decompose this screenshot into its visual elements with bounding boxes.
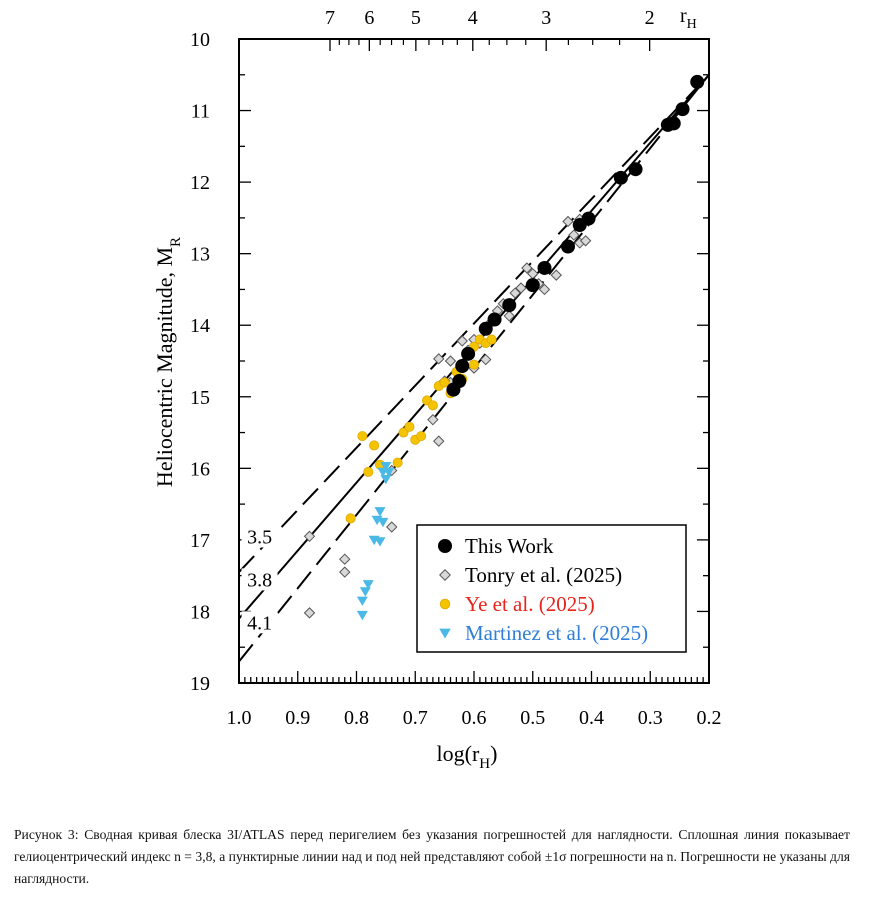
data-point — [357, 611, 368, 620]
data-point — [364, 467, 373, 476]
legend-marker — [438, 539, 452, 553]
data-point — [676, 102, 690, 116]
data-point — [370, 441, 379, 450]
x-tick-label: 0.6 — [461, 707, 487, 729]
legend-label: Tonry et al. (2025) — [465, 563, 623, 587]
y-tick-label: 10 — [190, 29, 210, 51]
y-tick-label: 12 — [190, 172, 210, 195]
data-point — [387, 522, 397, 532]
data-point — [661, 118, 675, 132]
top-tick-label: 2 — [644, 7, 655, 29]
data-point — [434, 436, 444, 446]
data-point — [434, 354, 444, 364]
series-2 — [346, 335, 496, 523]
legend-label: Martinez et al. (2025) — [465, 621, 649, 645]
x-tick-label: 0.2 — [696, 707, 722, 729]
x-tick-label: 0.9 — [285, 707, 311, 729]
data-point — [405, 422, 414, 431]
x-tick-label: 0.7 — [402, 707, 428, 729]
data-point — [573, 218, 587, 232]
x-tick-label: 0.8 — [344, 707, 369, 729]
y-tick-label: 16 — [190, 458, 210, 481]
data-point — [629, 162, 643, 176]
x-axis-title — [437, 741, 498, 772]
data-point — [358, 432, 367, 441]
data-point — [340, 567, 350, 577]
data-point — [340, 554, 350, 564]
legend-label: This Work — [465, 534, 554, 558]
legend-marker — [440, 599, 450, 609]
data-point — [551, 270, 561, 280]
data-point — [561, 240, 575, 254]
data-point — [487, 335, 496, 344]
data-point — [502, 298, 516, 312]
fit-line-label: 4.1 — [247, 612, 273, 635]
y-tick-label: 13 — [190, 243, 210, 266]
data-point — [393, 458, 402, 467]
x-tick-label: 0.5 — [520, 707, 546, 729]
x-axis-title-close: ) — [490, 741, 498, 766]
data-point — [446, 383, 460, 397]
data-point — [563, 216, 573, 226]
data-point — [346, 514, 355, 523]
top-tick-label: 4 — [467, 7, 478, 29]
x-tick-label: 1.0 — [226, 707, 252, 729]
top-tick-label: 7 — [325, 7, 336, 29]
y-tick-label: 11 — [190, 100, 210, 123]
legend-label: Ye et al. (2025) — [465, 592, 595, 616]
top-axis-title-base: r — [680, 5, 687, 27]
y-tick-label: 18 — [190, 601, 210, 624]
y-axis-title-base: Heliocentric Magnitude, M — [152, 246, 177, 488]
series-3 — [357, 462, 394, 620]
data-point — [469, 360, 478, 369]
data-point — [375, 537, 386, 546]
figure-caption: Рисунок 3: Сводная кривая блеска 3I/ATLAS перед перигелием без указания погрешностей для наглядности. Сплошная линия показывает гелиоцентрический индекс n = 3,8, а пунктирные линии над и под ней представляют собой ±1σ погрешности на n. Погрешности не указаны для наглядности. — [14, 827, 850, 886]
data-point — [526, 278, 540, 292]
data-point — [377, 518, 388, 527]
fit-line-label: 3.5 — [247, 526, 273, 549]
x-tick-label: 0.3 — [637, 707, 663, 729]
y-axis-title — [152, 237, 184, 487]
data-point — [446, 356, 456, 366]
y-tick-label: 17 — [190, 529, 210, 552]
top-tick-label: 5 — [410, 7, 421, 29]
y-tick-label: 19 — [190, 673, 210, 695]
data-point — [417, 432, 426, 441]
fit-line-3-5 — [239, 75, 709, 572]
top-tick-label: 6 — [364, 7, 375, 29]
x-axis-title-base: log(r — [436, 741, 480, 766]
legend — [417, 525, 686, 652]
top-axis-title — [680, 5, 697, 32]
data-point — [690, 75, 704, 89]
data-point — [479, 322, 493, 336]
data-point — [375, 507, 386, 516]
y-tick-label: 14 — [190, 315, 210, 338]
x-tick-label: 0.4 — [579, 707, 604, 729]
y-tick-label: 15 — [190, 386, 210, 409]
y-axis-title-sub: R — [168, 236, 184, 247]
data-point — [461, 347, 475, 361]
data-point — [305, 608, 315, 618]
fit-line-label: 3.8 — [247, 569, 273, 592]
top-axis-title-sub: H — [686, 17, 697, 32]
top-tick-label: 3 — [541, 7, 552, 29]
x-axis-title-sub: H — [479, 756, 491, 772]
data-point — [455, 359, 469, 373]
data-point — [457, 336, 467, 346]
data-point — [357, 597, 368, 606]
data-point — [481, 355, 491, 365]
data-point — [538, 261, 552, 275]
data-point — [614, 171, 628, 185]
data-point — [428, 401, 437, 410]
data-point — [360, 587, 371, 596]
